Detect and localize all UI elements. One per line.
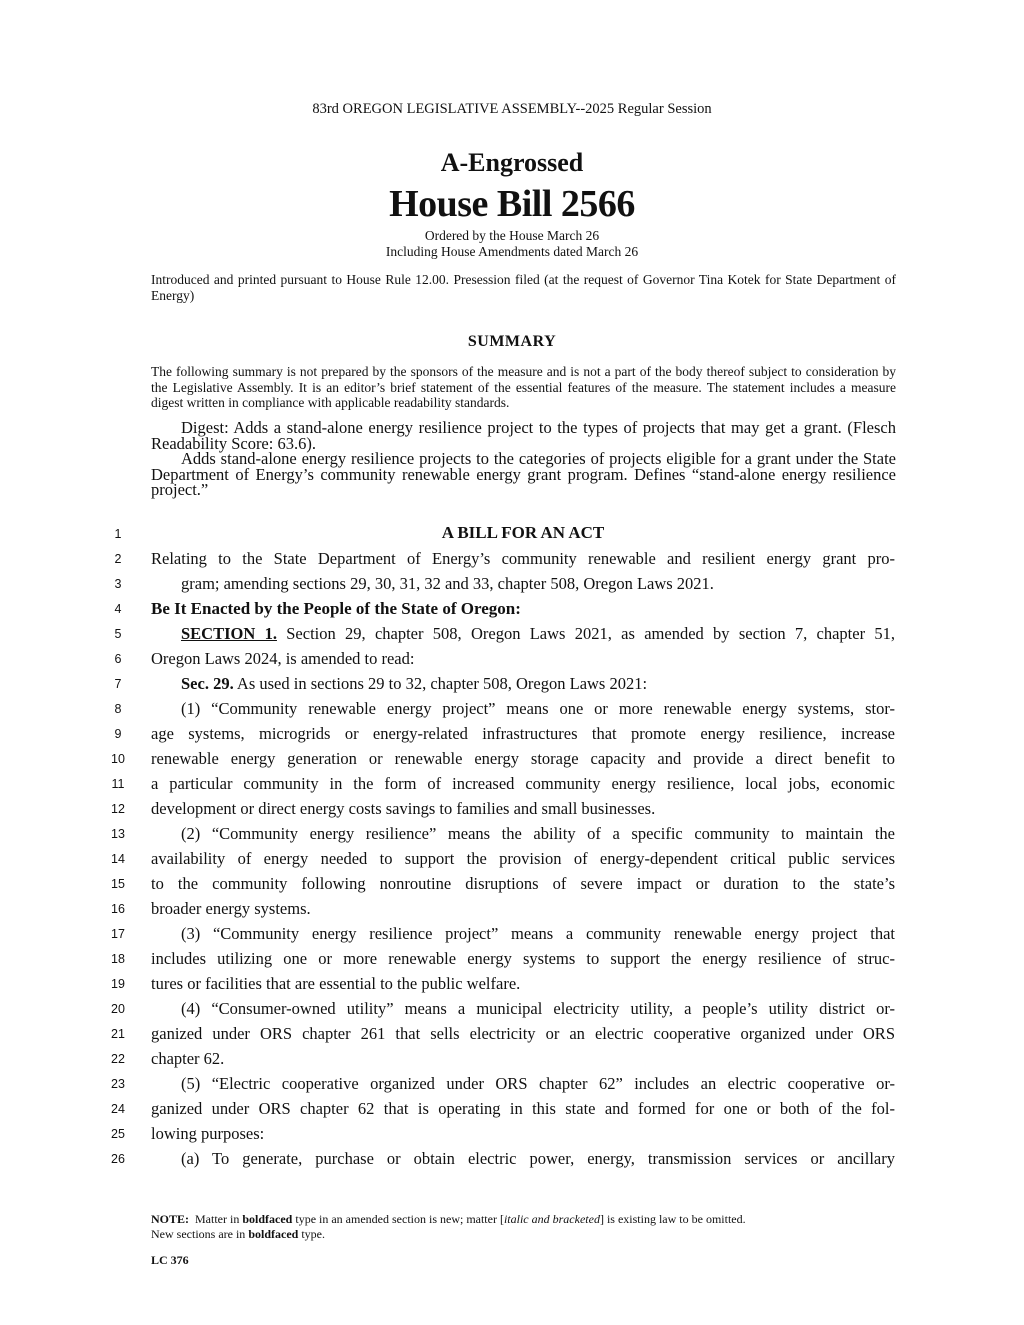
line-number: 4 — [114, 602, 122, 616]
line-number: 19 — [111, 977, 125, 991]
digest-text: Digest: Adds a stand-alone energy resilience project to the types of projects that may get a grant. (Flesch Readability Score: 63.6). — [151, 418, 896, 453]
bill-line-10: renewable energy generation or renewable energy storage capacity and provide a direct benefit to — [151, 749, 895, 768]
bill-line-24: ganized under ORS chapter 62 that is operating in this state and formed for one or both of the fol- — [151, 1099, 895, 1118]
sec-29-text: As used in sections 29 to 32, chapter 508, Oregon Laws 2021: — [236, 674, 648, 693]
footer-note-line-1 — [151, 1212, 746, 1227]
bill-line-15: to the community following nonroutine disruptions of severe impact or duration to the state’s — [151, 874, 895, 893]
introduction-note: Introduced and printed pursuant to House Rule 12.00. Presession filed (at the request of Governor Tina Kotek for State Department of Energy) — [151, 272, 896, 303]
amendments-line: Including House Amendments dated March 26 — [385, 244, 639, 259]
line-number: 12 — [111, 802, 125, 816]
line-number: 17 — [111, 927, 125, 941]
line-number: 11 — [111, 777, 125, 791]
line-number: 13 — [111, 827, 125, 841]
line-number: 15 — [111, 877, 125, 891]
bill-line-6: Oregon Laws 2024, is amended to read: — [151, 649, 415, 668]
digest-block — [151, 420, 896, 498]
bill-title: House Bill 2566 — [389, 183, 635, 225]
engrossed-label: A-Engrossed — [440, 148, 584, 177]
digest-detail: Adds stand-alone energy resilience projects to the categories of projects eligible for a grant under the State Department of Energy’s community renewable energy grant program. Defines “stand-alone energy resilience project.” — [151, 449, 896, 499]
bill-line-17: (3) “Community energy resilience project” means a community renewable energy project that — [181, 924, 895, 943]
bill-line-25: lowing purposes: — [151, 1124, 265, 1143]
bill-line-20: (4) “Consumer-owned utility” means a municipal electricity utility, a people’s utility district or- — [181, 999, 895, 1018]
bill-line-12: development or direct energy costs savings to families and small businesses. — [151, 799, 656, 818]
line-number: 10 — [111, 752, 125, 766]
note-text: New sections are in — [151, 1227, 246, 1241]
line-number: 20 — [111, 1002, 125, 1016]
bill-line-8: (1) “Community renewable energy project” means one or more renewable energy systems, stor- — [181, 699, 895, 718]
sec-29-label: Sec. 29. — [181, 674, 234, 693]
line-number: 9 — [114, 727, 122, 741]
note-label: NOTE: — [151, 1212, 190, 1226]
bill-line-26: (a) To generate, purchase or obtain electric power, energy, transmission services or ancillary — [181, 1149, 895, 1168]
line-number: 6 — [114, 652, 122, 666]
line-number: 3 — [114, 577, 122, 591]
line-number: 8 — [114, 702, 122, 716]
bill-line-2: Relating to the State Department of Energy’s community renewable and resilient energy grant pro- — [151, 549, 895, 568]
line-number: 16 — [111, 902, 125, 916]
line-number: 14 — [111, 852, 125, 866]
note-text: ] is existing law to be omitted. — [599, 1212, 746, 1226]
bill-line-9: age systems, microgrids or energy-related infrastructures that promote energy resilience, increase — [151, 724, 895, 743]
line-number: 26 — [111, 1152, 125, 1166]
section-1-line — [181, 624, 895, 644]
session-header: 83rd OREGON LEGISLATIVE ASSEMBLY--2025 Regular Session — [312, 101, 712, 117]
note-text: type. — [301, 1227, 325, 1241]
line-number: 5 — [114, 627, 122, 641]
bill-line-23: (5) “Electric cooperative organized under ORS chapter 62” includes an electric cooperative or- — [181, 1074, 895, 1093]
bill-line-3: gram; amending sections 29, 30, 31, 32 and 33, chapter 508, Oregon Laws 2021. — [181, 574, 714, 593]
line-number: 7 — [114, 677, 122, 691]
line-number: 2 — [114, 552, 122, 566]
summary-text: The following summary is not prepared by the sponsors of the measure and is not a part of the body thereof subject to consideration by the Legislative Assembly. It is an editor’s brief statement of the essential features of the measure. The statement includes a measure digest written in compliance with applicable readability standards. — [151, 364, 896, 410]
note-italic: italic and bracketed — [503, 1212, 600, 1226]
section-1-label: SECTION 1. — [181, 624, 277, 643]
line-number: 24 — [111, 1102, 125, 1116]
line-number: 18 — [111, 952, 125, 966]
line-number: 21 — [111, 1027, 125, 1041]
footer-note-line-2 — [151, 1227, 746, 1242]
lc-number: LC 376 — [151, 1253, 189, 1267]
bill-line-14: availability of energy needed to support the provision of energy-dependent critical public services — [151, 849, 895, 868]
section-1-text: Section 29, chapter 508, Oregon Laws 2021, as amended by section 7, chapter 51, — [286, 624, 896, 643]
bill-line-16: broader energy systems. — [151, 899, 311, 918]
note-text: type in an amended section is new; matter [ — [295, 1212, 504, 1226]
line-number: 23 — [111, 1077, 125, 1091]
bill-line-11: a particular community in the form of increased community energy resilience, local jobs, economic — [151, 774, 895, 793]
note-bold: boldfaced — [242, 1212, 293, 1226]
bill-line-21: ganized under ORS chapter 261 that sells electricity or an electric cooperative organized under ORS — [151, 1024, 895, 1043]
bill-line-19: tures or facilities that are essential to the public welfare. — [151, 974, 521, 993]
act-heading: A BILL FOR AN ACT — [441, 523, 605, 542]
line-number: 1 — [114, 527, 122, 541]
note-bold: boldfaced — [248, 1227, 299, 1241]
sec-29-line — [181, 674, 895, 694]
bill-line-13: (2) “Community energy resilience” means the ability of a specific community to maintain the — [181, 824, 895, 843]
summary-heading: SUMMARY — [467, 333, 557, 350]
bill-line-22: chapter 62. — [151, 1049, 225, 1068]
ordered-line: Ordered by the House March 26 — [424, 228, 600, 243]
bill-line-18: includes utilizing one or more renewable energy systems to support the energy resilience of struc- — [151, 949, 895, 968]
ordered-info — [0, 228, 1024, 260]
note-text: Matter in — [195, 1212, 240, 1226]
footer-note — [151, 1212, 746, 1242]
enacting-clause: Be It Enacted by the People of the State of Oregon: — [151, 599, 521, 618]
line-number: 25 — [111, 1127, 125, 1141]
line-number: 22 — [111, 1052, 125, 1066]
